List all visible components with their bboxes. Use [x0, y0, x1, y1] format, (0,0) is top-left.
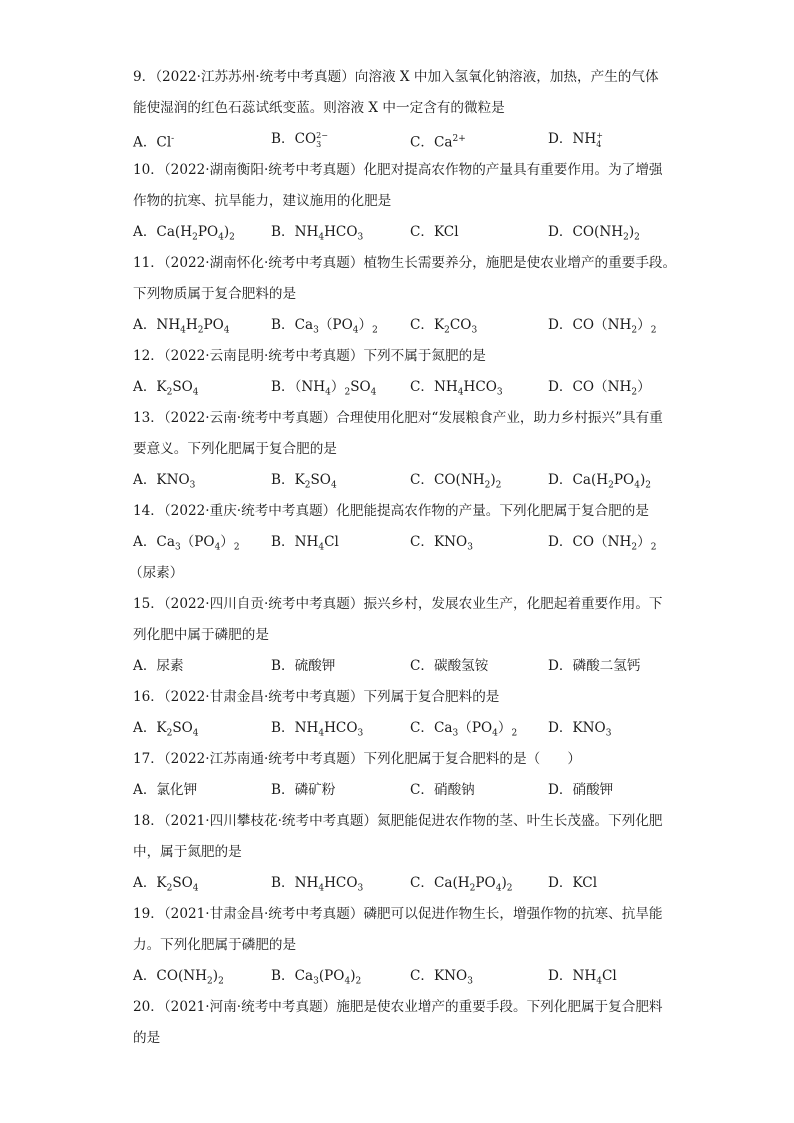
question-block [133, 899, 663, 992]
option-b [271, 868, 363, 899]
option-d [548, 465, 651, 496]
option-letter: D． [548, 472, 573, 488]
options-row [133, 527, 663, 558]
question-stem-line: 16．（2022·甘肃金昌·统考中考真题）下列属于复合肥料的是 [133, 689, 500, 705]
question-block [133, 403, 663, 496]
subscript: 2 [495, 480, 502, 491]
option-letter: D． [548, 224, 573, 240]
option-letter: A． [133, 134, 157, 151]
option-letter: A． [133, 658, 157, 674]
subscript: 4 [325, 387, 331, 398]
option-text: SO [172, 875, 193, 891]
superscript: 2+ [452, 134, 466, 144]
question-block [133, 744, 663, 806]
subscript: 4 [318, 232, 325, 243]
option-d [548, 310, 656, 341]
option-b [271, 713, 363, 744]
option-d [548, 961, 617, 992]
option-a [133, 868, 199, 899]
option-letter: C． [410, 782, 434, 798]
option-text: 硝酸钾 [572, 782, 614, 798]
option-a [133, 217, 235, 248]
subscript: 4 [634, 480, 640, 491]
option-text: Ca(H [572, 472, 609, 488]
option-text: Ca [434, 134, 453, 151]
option-letter: B． [271, 131, 295, 147]
subscript: 3 [189, 480, 196, 491]
option-text: KCl [434, 224, 459, 240]
option-letter: B． [271, 968, 295, 984]
question-stem-line: 11．（2022·湖南怀化·统考中考真题）植物生长需要养分，施肥是使农业增产的重要手段。 [133, 255, 677, 271]
option-letter: C． [410, 472, 434, 488]
option-text: ) [501, 875, 507, 891]
subscript: 2 [484, 480, 491, 491]
question-stem-line: 列化肥中属于磷肥的是 [133, 627, 269, 643]
option-text: Ca(H [156, 224, 193, 240]
subscript: 4 [214, 542, 221, 553]
option-c [410, 372, 503, 403]
option-d [548, 124, 603, 155]
subscript: 4 [318, 883, 325, 894]
option-a [133, 775, 197, 806]
subscript: 2 [631, 325, 638, 336]
sub-superscript [316, 131, 328, 149]
option-text: ) [212, 968, 219, 984]
option-letter: B． [271, 472, 295, 488]
subscript: 4 [192, 387, 199, 398]
option-letter: A． [133, 317, 157, 333]
option-text: CO [294, 131, 317, 147]
question-stem-line: 15．（2022·四川自贡·统考中考真题）振兴乡村，发展农业生产，化肥起着重要作用。下 [133, 596, 663, 612]
question-block [133, 992, 663, 1054]
question-block [133, 62, 663, 155]
subscript: 2 [166, 387, 173, 398]
option-text: K [156, 875, 167, 891]
question-block [129, 496, 663, 589]
option-letter: A． [133, 472, 157, 488]
option-text: CO（NH [572, 379, 632, 395]
question-stem-line: 10．（2022·湖南衡阳·统考中考真题）化肥对提高农作物的产量具有重要作用。为了增强 [133, 162, 663, 178]
question-stem-line: 17．（2022·江苏南通·统考中考真题）下列化肥属于复合肥料的是（ ） [133, 751, 581, 767]
sub-superscript [596, 131, 603, 149]
option-letter: D． [548, 131, 573, 147]
question-stem-line: 力。下列化肥属于磷肥的是 [133, 937, 297, 953]
subscript: 2 [372, 325, 378, 336]
subscript: 3 [467, 542, 473, 553]
option-text: 氯化钾 [156, 782, 198, 798]
option-d [548, 217, 640, 248]
options-row [133, 124, 663, 155]
option-c [410, 310, 477, 341]
subscript: 3 [357, 728, 364, 739]
option-c [410, 527, 473, 558]
question-block [133, 155, 663, 248]
question-block [133, 341, 663, 403]
subscript: 2 [166, 883, 173, 894]
subscript: 2 [511, 728, 518, 739]
option-text: K [156, 720, 167, 736]
subscript: 3 [174, 542, 181, 553]
option-d [548, 713, 611, 744]
option-text: SO [310, 472, 331, 488]
option-text: KNO [572, 720, 606, 736]
option-letter: C． [410, 875, 434, 891]
subscript: 2 [631, 387, 638, 398]
option-d [548, 651, 640, 682]
options-row [133, 713, 663, 744]
option-letter: D． [548, 782, 573, 798]
option-letter: B． [271, 782, 295, 798]
option-text: PO [613, 472, 635, 488]
question-stem-line: 9．（2022·江苏苏州·统考中考真题）向溶液 X 中加入氢氧化钠溶液，加热，产生的气体 [133, 69, 659, 85]
subscript: 3 [357, 232, 364, 243]
subscript: 4 [352, 325, 359, 336]
option-text: HCO [324, 875, 358, 891]
option-letter: C． [410, 968, 434, 984]
option-c [410, 465, 501, 496]
option-c [410, 713, 517, 744]
option-b [271, 961, 361, 992]
option-letter: C． [410, 379, 434, 395]
option-text: CO(NH [572, 224, 624, 240]
subscript: 4 [318, 542, 325, 553]
question-stem-line: 的是 [133, 1030, 161, 1046]
option-text: PO [475, 875, 496, 891]
option-text: （PO [318, 317, 353, 333]
option-b [271, 124, 328, 155]
question-stem-line: 要意义。下列化肥属于复合肥的是 [133, 441, 337, 457]
option-text: NH [294, 875, 319, 891]
option-text: 硝酸钠 [434, 782, 475, 798]
option-letter: B． [271, 379, 295, 395]
superscript: + [596, 130, 603, 140]
option-text: ） [637, 534, 651, 550]
option-text: HCO [324, 720, 358, 736]
question-stem-line: 能使湿润的红色石蕊试纸变蓝。则溶液 X 中一定含有的微粒是 [133, 100, 505, 116]
option-text: KNO [434, 534, 468, 550]
question-block [133, 589, 663, 682]
subscript: 4 [223, 325, 230, 336]
question-stem-line: 中，属于氮肥的是 [133, 844, 242, 860]
option-letter: D． [548, 875, 573, 891]
subscript: 4 [596, 139, 602, 149]
options-row [133, 465, 663, 496]
option-letter: A． [133, 379, 157, 395]
question-stem-line: 14．（2022·重庆·统考中考真题）化肥能提高农作物的产量。下列化肥属于复合肥的是 [133, 503, 649, 519]
superscript: - [171, 134, 175, 144]
subscript: 3 [496, 387, 503, 398]
question-block [133, 248, 677, 341]
option-text: ） [637, 317, 651, 333]
option-letter: C． [410, 134, 434, 151]
option-text: 尿素 [156, 658, 184, 674]
option-text: PO [197, 224, 219, 240]
subscript: 2 [444, 325, 450, 336]
option-text: Ca(H [434, 875, 470, 891]
subscript: 3 [316, 139, 322, 149]
subscript: 4 [192, 728, 199, 739]
subscript: 4 [495, 883, 502, 894]
option-letter: B． [271, 317, 295, 333]
subscript: 2 [645, 480, 651, 491]
option-text: ) [223, 224, 230, 240]
option-text: NH [434, 379, 458, 395]
option-text: K [156, 379, 167, 395]
option-b [271, 217, 363, 248]
subscript: 3 [605, 728, 612, 739]
subscript: 2 [218, 976, 224, 987]
subscript: 3 [313, 325, 319, 336]
option-text: Ca [294, 317, 314, 333]
option-letter: A． [133, 534, 157, 550]
option-letter: D． [548, 534, 573, 550]
subscript: 2 [166, 728, 173, 739]
option-text: Ca [294, 968, 314, 984]
subscript: 4 [596, 976, 602, 987]
option-c [410, 217, 459, 248]
subscript: 2 [608, 480, 614, 491]
options-row [133, 217, 663, 248]
option-text: ） [358, 317, 373, 333]
option-text: NH [294, 534, 319, 550]
subscript: 3 [467, 976, 473, 987]
question-block [133, 806, 663, 899]
option-text: Cl [601, 968, 617, 984]
option-c [410, 775, 475, 806]
option-letter: A． [133, 968, 157, 984]
question-stem-line: 13．（2022·云南·统考中考真题）合理使用化肥对“发展粮食产业，助力乡村振兴”具有重 [133, 410, 663, 426]
question-stem-line: 18．（2021·四川攀枝花·统考中考真题）氮肥能促进农作物的茎、叶生长茂盛。下列化肥 [133, 813, 663, 829]
option-a [133, 372, 199, 403]
option-text: （PO [458, 720, 493, 736]
option-text: 磷酸二氢钙 [572, 658, 641, 674]
question-block [133, 682, 663, 744]
option-a [133, 961, 224, 992]
question-stem-line: 12．（2022·云南昆明·统考中考真题）下列不属于氮肥的是 [133, 348, 486, 364]
option-text: K [294, 472, 305, 488]
option-text: CO（NH [572, 534, 632, 550]
option-letter: C． [410, 317, 434, 333]
option-a [133, 124, 174, 155]
option-letter: D． [548, 379, 573, 395]
option-text: NH [156, 317, 181, 333]
option-text: CO（NH [572, 317, 632, 333]
question-stem-line: 下列物质属于复合肥料的是 [133, 286, 297, 302]
subscript: 2 [197, 325, 204, 336]
subscript: 3 [452, 728, 459, 739]
option-letter: B． [271, 224, 295, 240]
subscript: 2 [355, 976, 362, 987]
option-text: NH [294, 224, 319, 240]
subscript: 3 [357, 883, 364, 894]
subscript: 2 [631, 542, 638, 553]
option-text: 磷矿粉 [294, 782, 336, 798]
subscript: 4 [370, 387, 377, 398]
question-stem-line: 作物的抗寒、抗旱能力，建议施用的化肥是 [133, 193, 392, 209]
option-d [548, 527, 656, 558]
option-letter: B． [271, 720, 295, 736]
option-text: ） [637, 379, 651, 395]
question-stem-line: 20．（2021·河南·统考中考真题）施肥是使农业增产的重要手段。下列化肥属于复合肥料 [133, 999, 663, 1015]
option-b [271, 651, 335, 682]
subscript: 3 [313, 976, 319, 987]
option-text: NH [572, 968, 597, 984]
option-text: Ca [156, 534, 175, 550]
option-letter: B． [271, 658, 295, 674]
option-text: HCO [324, 224, 358, 240]
option-b [271, 527, 339, 558]
option-text: ) [350, 968, 356, 984]
subscript: 2 [506, 883, 513, 894]
option-letter: C． [410, 720, 434, 736]
option-text: ） [220, 534, 234, 550]
subscript: 2 [469, 883, 476, 894]
option-text: CO(NH [156, 968, 208, 984]
option-text: ) [490, 472, 496, 488]
subscript: 2 [650, 542, 657, 553]
subscript: 4 [457, 387, 464, 398]
option-letter: C． [410, 534, 434, 550]
option-letter: B． [271, 875, 295, 891]
option-a [133, 651, 184, 682]
option-d [548, 868, 597, 899]
option-text: 碳酸氢铵 [434, 658, 489, 674]
option-text: KNO [156, 472, 190, 488]
option-text: SO [172, 720, 193, 736]
option-b [271, 465, 337, 496]
subscript: 4 [318, 728, 325, 739]
option-text: SO [350, 379, 371, 395]
options-row [133, 868, 663, 899]
subscript: 2 [233, 542, 240, 553]
option-a [133, 713, 199, 744]
option-text: ) [639, 472, 646, 488]
subscript: 2 [192, 232, 198, 243]
option-c [410, 651, 488, 682]
option-text: ) [628, 224, 635, 240]
option-text: NH [294, 720, 319, 736]
option-letter: A． [133, 224, 157, 240]
option-letter: C． [410, 224, 434, 240]
subscript: 4 [492, 728, 498, 739]
options-row [133, 775, 663, 806]
option-text: ） [330, 379, 345, 395]
options-row [133, 372, 663, 403]
subscript: 2 [344, 387, 351, 398]
option-letter: A． [133, 720, 157, 736]
option-text: K [434, 317, 445, 333]
subscript: 2 [634, 232, 640, 243]
subscript: 3 [471, 325, 478, 336]
option-a [133, 465, 195, 496]
option-letter: D． [548, 968, 573, 984]
option-text: H [185, 317, 198, 333]
option-b [271, 310, 378, 341]
option-d [548, 372, 651, 403]
option-text: HCO [463, 379, 497, 395]
option-letter: C． [410, 658, 434, 674]
option-text: （PO [180, 534, 215, 550]
subscript: 4 [218, 232, 224, 243]
option-text: （NH [294, 379, 326, 395]
superscript: 2− [316, 130, 328, 140]
question-note-line: （尿素） [129, 565, 184, 581]
option-text: KCl [572, 875, 598, 891]
options-row [133, 651, 663, 682]
option-a [133, 527, 240, 558]
option-c [410, 961, 473, 992]
subscript: 2 [623, 232, 629, 243]
option-letter: A． [133, 782, 157, 798]
subscript: 2 [207, 976, 213, 987]
option-text: ） [497, 720, 512, 736]
option-b [271, 775, 335, 806]
option-letter: B． [271, 534, 295, 550]
option-letter: D． [548, 317, 573, 333]
option-text: SO [172, 379, 193, 395]
option-b [271, 372, 376, 403]
option-letter: D． [548, 720, 573, 736]
question-stem-line: 19．（2021·甘肃金昌·统考中考真题）磷肥可以促进作物生长，增强作物的抗寒、抗旱能 [133, 906, 663, 922]
option-text: Cl [156, 134, 172, 151]
subscript: 4 [344, 976, 351, 987]
option-d [548, 775, 613, 806]
options-row [133, 961, 663, 992]
option-text: Cl [324, 534, 339, 550]
option-letter: D． [548, 658, 573, 674]
subscript: 2 [650, 325, 657, 336]
subscript: 4 [330, 480, 337, 491]
subscript: 2 [304, 480, 311, 491]
option-letter: A． [133, 875, 157, 891]
option-a [133, 310, 230, 341]
option-text: PO [203, 317, 224, 333]
option-text: CO(NH [434, 472, 485, 488]
subscript: 4 [192, 883, 199, 894]
option-c [410, 868, 512, 899]
option-text: CO [449, 317, 472, 333]
option-text: (PO [318, 968, 345, 984]
subscript: 4 [180, 325, 186, 336]
option-text: KNO [434, 968, 468, 984]
option-c [410, 124, 466, 155]
subscript: 2 [229, 232, 235, 243]
option-text: Ca [434, 720, 453, 736]
option-text: NH [572, 131, 597, 147]
options-row [133, 310, 663, 341]
option-text: 硫酸钾 [294, 658, 336, 674]
